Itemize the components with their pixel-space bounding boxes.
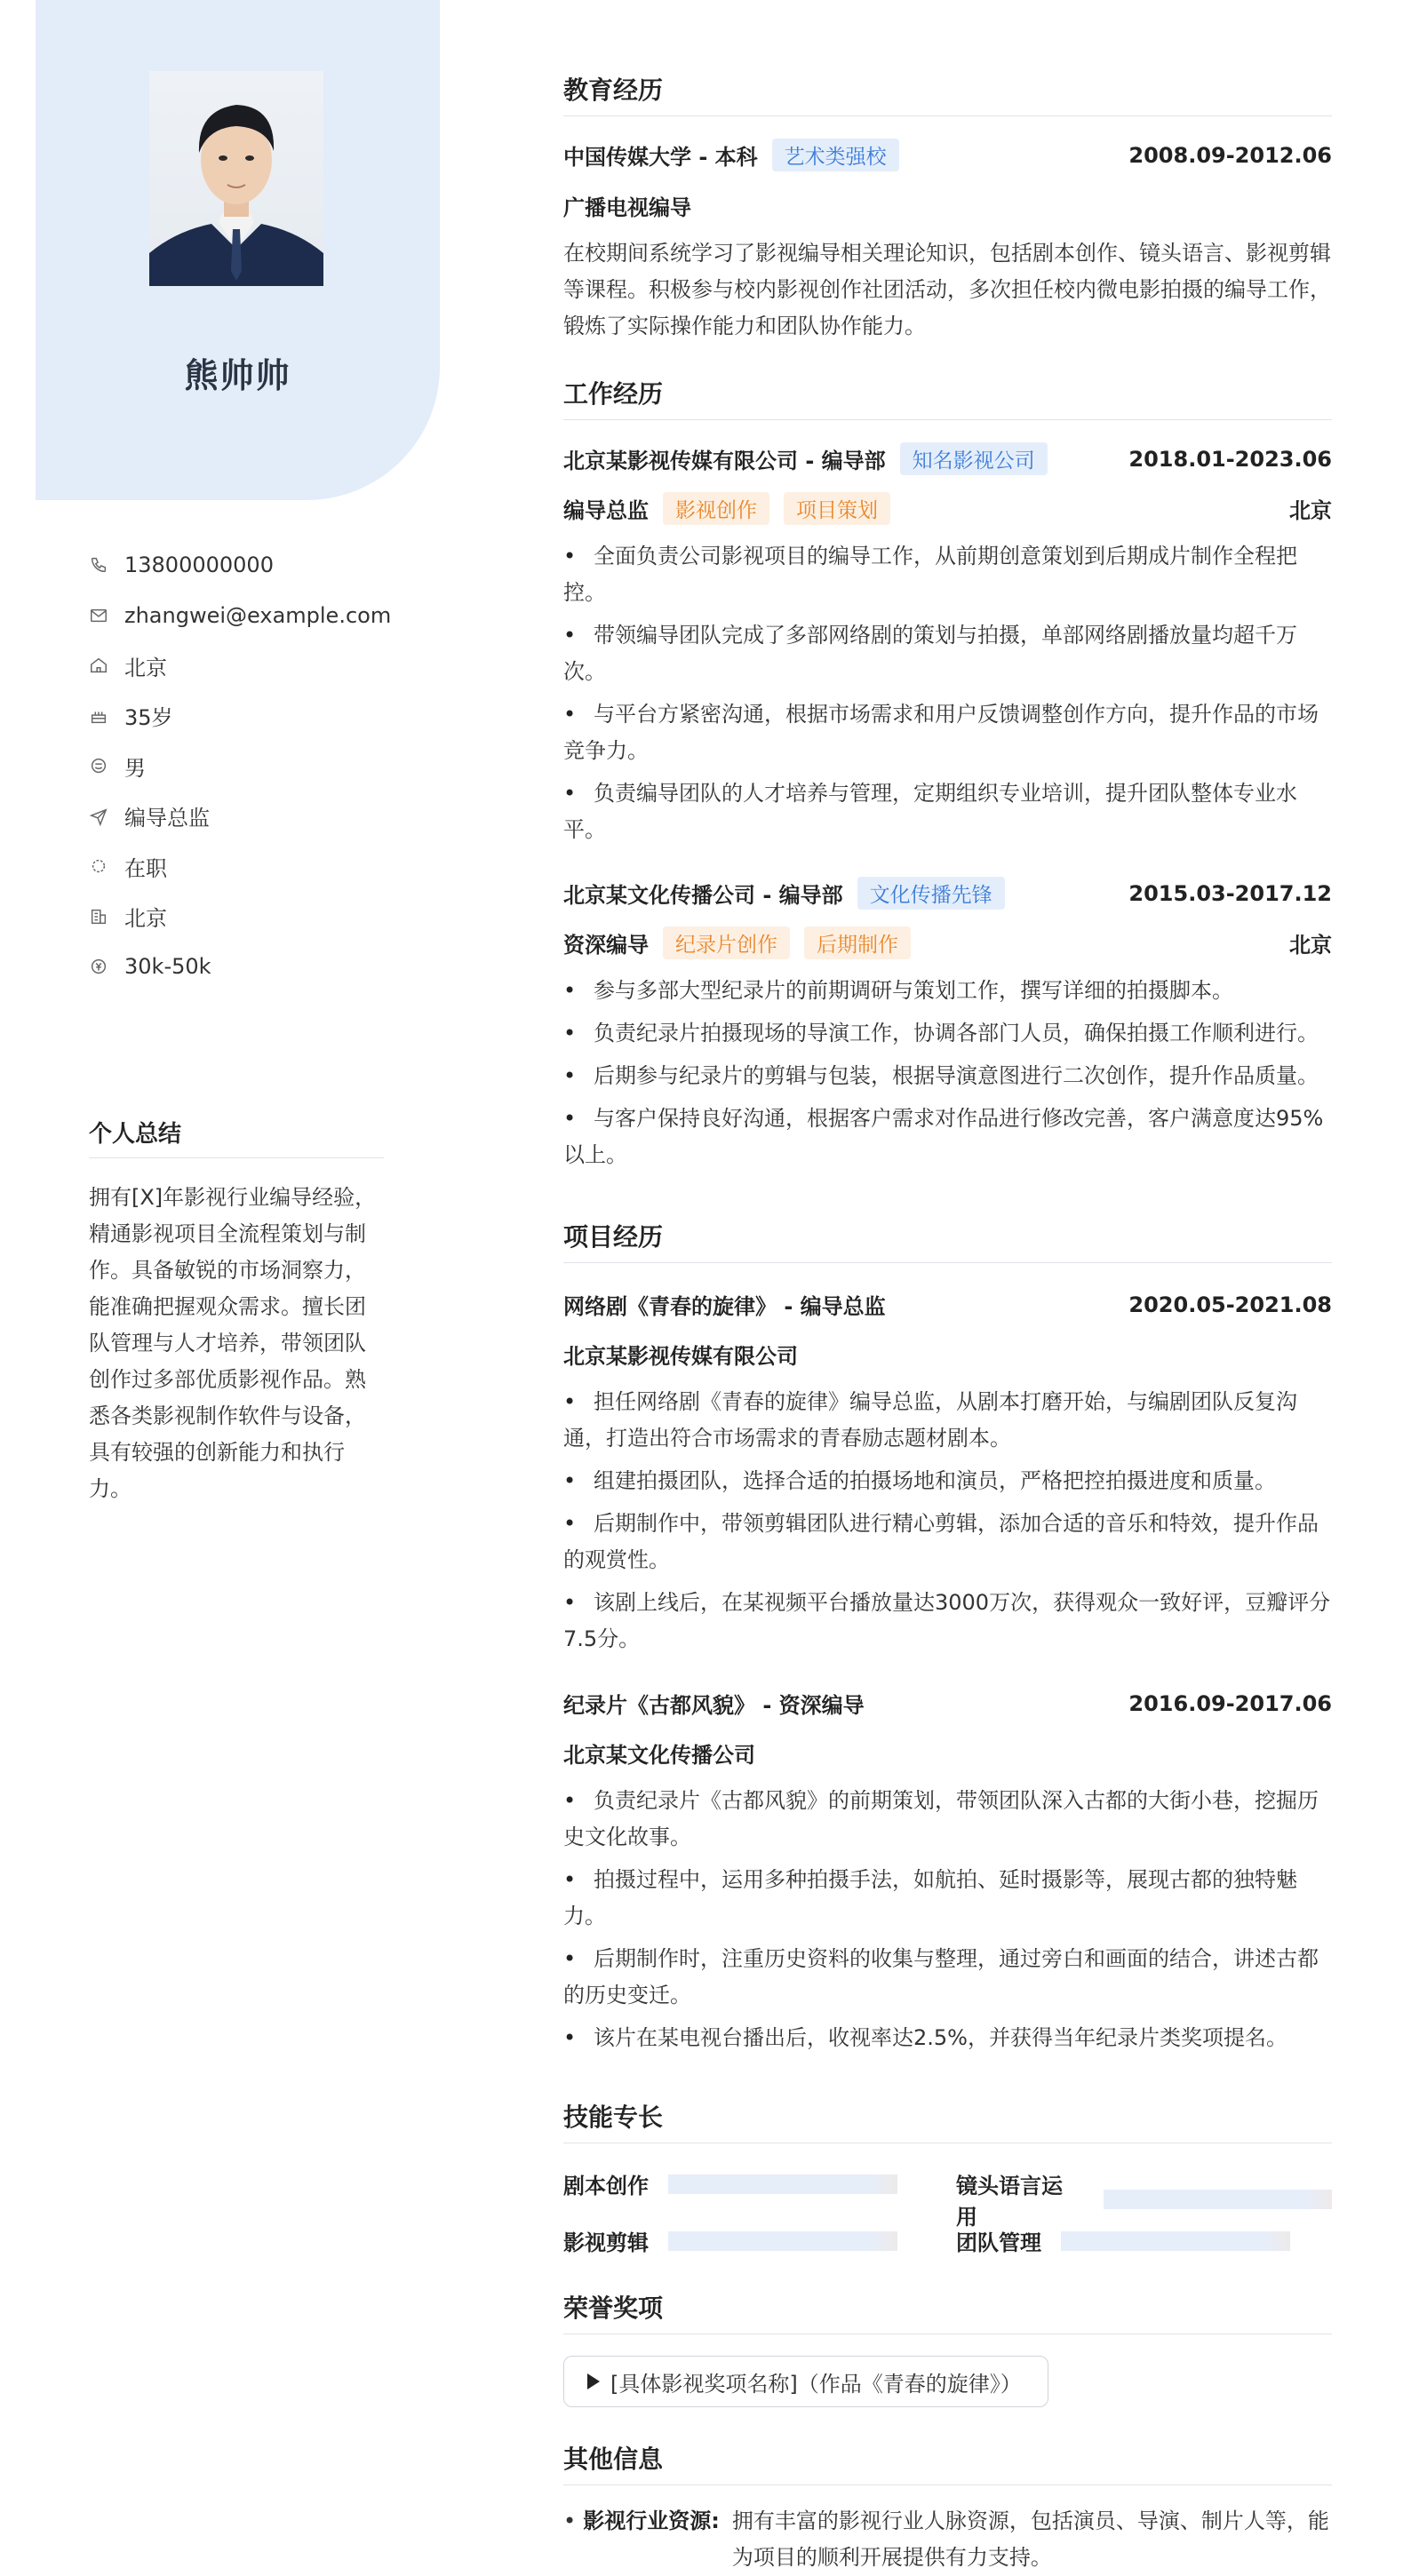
education-header-row (563, 139, 1332, 171)
status-text: 在职 (124, 855, 167, 881)
major-row (563, 190, 1332, 221)
profile-photo (149, 71, 323, 286)
project-org: 北京某文化传播公司 (563, 1743, 755, 1768)
phone-icon (89, 555, 108, 575)
city-text: 北京 (124, 906, 167, 932)
job-skill-tag: 纪录片创作 (663, 926, 790, 959)
info-salary (89, 942, 391, 992)
sidebar (0, 0, 426, 2576)
project-date: 2020.05-2021.08 (1128, 1292, 1332, 1317)
status-icon (89, 856, 108, 876)
project-org-row (563, 1339, 1332, 1370)
info-city (89, 892, 391, 942)
project-bullet: • 组建拍摄团队，选择合适的拍摄场地和演员，严格把控拍摄进度和质量。 (563, 1463, 1332, 1499)
info-email (89, 591, 391, 641)
other-heading: 其他信息 (563, 2440, 1332, 2485)
skill-item (956, 2168, 1332, 2230)
project-date: 2016.09-2017.06 (1128, 1690, 1332, 1716)
job-bullet: • 后期参与纪录片的剪辑与包装，根据导演意图进行二次创作，提升作品质量。 (563, 1058, 1332, 1094)
skill-item (563, 2225, 897, 2256)
skill-bar (1104, 2190, 1332, 2209)
location-text: 北京 (124, 655, 167, 680)
project-bullet: • 后期制作中，带领剪辑团队进行精心剪辑，添加合适的音乐和特效，提升作品的观赏性。 (563, 1506, 1332, 1578)
skill-item (956, 2225, 1290, 2256)
send-icon (89, 807, 108, 826)
school-tag: 艺术类强校 (772, 139, 899, 171)
summary-text: 拥有[X]年影视行业编导经验，精通影视项目全流程策划与制作。具备敏锐的市场洞察力，能准确把握观众需求。擅长团队管理与人才培养，带领团队创作过多部优质影视作品。熟悉各类影视制作软件与设备，具有较强的创新能力和执行力。 (89, 1185, 377, 1501)
education-heading: 教育经历 (563, 71, 1332, 116)
job-skill-tag: 后期制作 (804, 926, 911, 959)
awards-heading: 荣誉奖项 (563, 2289, 1332, 2334)
project-bullet: • 负责纪录片《古都风貌》的前期策划，带领团队深入古都的大街小巷，挖掘历史文化故事。 (563, 1783, 1332, 1856)
project-bullet: • 拍摄过程中，运用多种拍摄手法，如航拍、延时摄影等，展现古都的独特魅力。 (563, 1862, 1332, 1935)
work-heading: 工作经历 (563, 375, 1332, 420)
info-age (89, 691, 391, 742)
job-header-row (563, 877, 1332, 910)
job-bullet-list (563, 538, 1332, 855)
job-bullet: • 带领编导团队完成了多部网络剧的策划与拍摄，单部网络剧播放量均超千万次。 (563, 617, 1332, 690)
job-bullet: • 参与多部大型纪录片的前期调研与策划工作，撰写详细的拍摄脚本。 (563, 973, 1332, 1009)
info-position (89, 791, 391, 842)
skill-item (563, 2168, 897, 2199)
cake-icon (89, 706, 108, 726)
info-phone (89, 540, 391, 591)
email-text: zhangwei@example.com (124, 602, 392, 628)
project-bullet-list (563, 1783, 1332, 2063)
projects-heading: 项目经历 (563, 1218, 1332, 1263)
skill-name: 剧本创作 (563, 2174, 649, 2198)
project-bullet: • 该片在某电视台播出后，收视率达2.5%，并获得当年纪录片类奖项提名。 (563, 2020, 1332, 2056)
skill-name: 镜头语言运用 (956, 2174, 1063, 2230)
expand-triangle-icon[interactable] (587, 2373, 600, 2389)
job-city: 北京 (1289, 933, 1332, 958)
job-role: 编导总监 (563, 498, 649, 523)
summary-heading: 个人总结 (89, 1116, 384, 1158)
email-icon (89, 606, 108, 625)
salary-icon (89, 957, 108, 976)
position-text: 编导总监 (124, 806, 210, 831)
info-gender (89, 741, 391, 791)
other-info-label: 影视行业资源: (583, 2508, 720, 2533)
gender-text: 男 (124, 755, 146, 781)
job-skill-tag: 影视创作 (663, 492, 769, 525)
project-bullet: • 后期制作时，注重历史资料的收集与整理，通过旁白和画面的结合，讲述古都的历史变迁。 (563, 1941, 1332, 2014)
job-bullet: • 与平台方紧密沟通，根据市场需求和用户反馈调整创作方向，提升作品的市场竞争力。 (563, 696, 1332, 769)
info-location (89, 640, 391, 691)
info-status (89, 841, 391, 892)
job-company: 北京某影视传媒有限公司 - 编导部 (563, 449, 886, 473)
education-date: 2008.09-2012.06 (1128, 142, 1332, 168)
skill-bar (1061, 2231, 1290, 2251)
job-skill-tag: 项目策划 (784, 492, 890, 525)
project-bullet-list (563, 1384, 1332, 1664)
salary-text: 30k-50k (124, 954, 211, 980)
contact-info-list (89, 540, 391, 992)
bullet-dot: • (563, 2508, 577, 2533)
job-date: 2015.03-2017.12 (1128, 880, 1332, 906)
job-bullet-list (563, 973, 1332, 1180)
job-role-row (563, 926, 1332, 959)
project-header-row (563, 1688, 1332, 1719)
candidate-name: 熊帅帅 (184, 356, 291, 395)
age-text: 35岁 (124, 705, 173, 731)
award-item[interactable] (563, 2356, 1048, 2407)
other-info-item (563, 2503, 1332, 2576)
other-info-text: 拥有丰富的影视行业人脉资源，包括演员、导演、制片人等，能为项目的顺利开展提供有力支持。 (731, 2508, 1329, 2570)
education-description: 在校期间系统学习了影视编导相关理论知识，包括剧本创作、镜头语言、影视剪辑等课程。积极参与校内影视创作社团活动，多次担任校内微电影拍摄的编导工作，锻炼了实际操作能力和团队协作能力。 (563, 241, 1331, 338)
school-name: 中国传媒大学 - 本科 (563, 145, 758, 170)
skill-name: 影视剪辑 (563, 2230, 649, 2255)
job-bullet: • 负责纪录片拍摄现场的导演工作，协调各部门人员，确保拍摄工作顺利进行。 (563, 1015, 1332, 1052)
job-header-row (563, 442, 1332, 475)
project-bullet: • 该剧上线后，在某视频平台播放量达3000万次，获得观众一致好评，豆瓣评分7.5分。 (563, 1585, 1332, 1658)
project-bullet: • 担任网络剧《青春的旋律》编导总监，从剧本打磨开始，与编剧团队反复沟通，打造出符合市场需求的青春励志题材剧本。 (563, 1384, 1332, 1457)
skills-heading: 技能专长 (563, 2098, 1332, 2143)
project-name: 网络剧《青春的旋律》 - 编导总监 (563, 1294, 886, 1319)
skill-bar (668, 2231, 897, 2251)
project-header-row (563, 1289, 1332, 1320)
skill-name: 团队管理 (956, 2230, 1041, 2255)
phone-text: 13800000000 (124, 553, 274, 578)
job-bullet: • 负责编导团队的人才培养与管理，定期组织专业培训，提升团队整体专业水平。 (563, 775, 1332, 848)
building-icon (89, 907, 108, 926)
home-icon (89, 656, 108, 675)
job-company-tag: 文化传播先锋 (857, 877, 1005, 910)
job-date: 2018.01-2023.06 (1128, 446, 1332, 472)
job-bullet: • 全面负责公司影视项目的编导工作，从前期创意策划到后期成片制作全程把控。 (563, 538, 1332, 611)
major-name: 广播电视编导 (563, 195, 691, 220)
skill-bar (668, 2174, 897, 2194)
portrait-illustration (149, 71, 323, 286)
project-org: 北京某影视传媒有限公司 (563, 1344, 798, 1369)
job-role-row (563, 492, 1332, 525)
job-company: 北京某文化传播公司 - 编导部 (563, 883, 843, 908)
project-name: 纪录片《古都风貌》 - 资深编导 (563, 1693, 865, 1718)
gender-icon (89, 756, 108, 775)
job-company-tag: 知名影视公司 (900, 442, 1048, 475)
award-text: [具体影视奖项名称]（作品《青春的旋律》） (610, 2371, 1022, 2397)
job-bullet: • 与客户保持良好沟通，根据客户需求对作品进行修改完善，客户满意度达95%以上。 (563, 1101, 1332, 1173)
project-org-row (563, 1737, 1332, 1769)
job-role: 资深编导 (563, 933, 649, 958)
job-city: 北京 (1289, 498, 1332, 523)
